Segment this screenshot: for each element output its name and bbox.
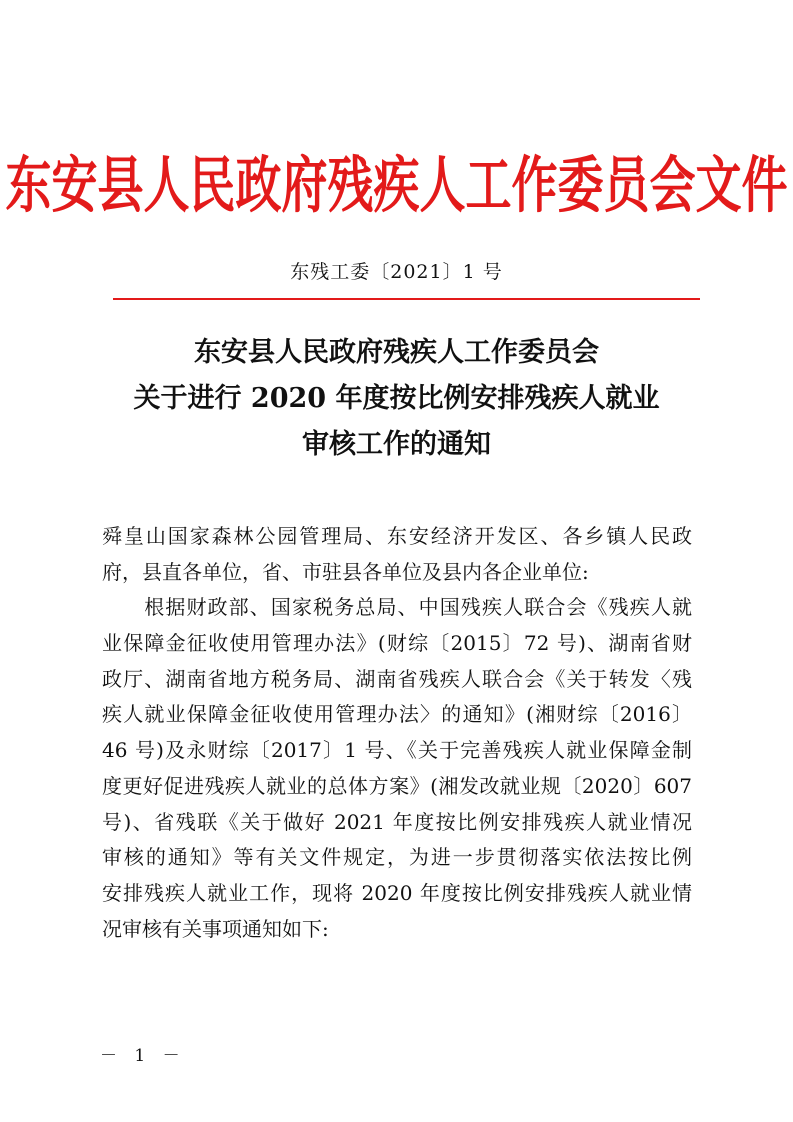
body-line: 度更好促进残疾人就业的总体方案》(湘发改就业规〔2020〕607 (102, 773, 692, 798)
body-line: 况审核有关事项通知如下: (102, 916, 329, 941)
body-line: 疾人就业保障金征收使用管理办法〉的通知》(湘财综〔2016〕 (102, 702, 692, 727)
body-line: 46 号)及永财综〔2017〕1 号、《关于完善残疾人就业保障金制 (102, 738, 692, 763)
document-number: 东残工委〔2021〕1 号 (290, 261, 503, 283)
page-number: － 1 － (100, 1046, 186, 1066)
header-red-divider (113, 298, 700, 300)
notice-title-line-3: 审核工作的通知 (302, 429, 491, 460)
document-header-title: 东安县人民政府残疾人工作委员会文件 (5, 149, 788, 221)
notice-body (102, 519, 692, 947)
body-line: 审核的通知》等有关文件规定，为进一步贯彻落实依法按比例 (102, 845, 692, 870)
notice-title-line-2: 关于进行 2020 年度按比例安排残疾人就业 (133, 383, 660, 414)
body-line: 号)、省残联《关于做好 2021 年度按比例安排残疾人就业情况 (102, 809, 692, 834)
body-line: 根据财政部、国家税务总局、中国残疾人联合会《残疾人就 (102, 595, 692, 620)
notice-title-line-1: 东安县人民政府残疾人工作委员会 (194, 337, 599, 368)
body-line: 政厅、湖南省地方税务局、湖南省残疾人联合会《关于转发〈残 (102, 666, 692, 691)
notice-title (0, 330, 793, 468)
body-line: 舜皇山国家森林公园管理局、东安经济开发区、各乡镇人民政 (102, 524, 692, 548)
body-line: 府，县直各单位，省、市驻县各单位及县内各企业单位: (102, 559, 589, 584)
body-line: 安排残疾人就业工作，现将 2020 年度按比例安排残疾人就业情 (102, 880, 692, 905)
body-line: 业保障金征收使用管理办法》(财综〔2015〕72 号)、湖南省财 (102, 631, 692, 656)
